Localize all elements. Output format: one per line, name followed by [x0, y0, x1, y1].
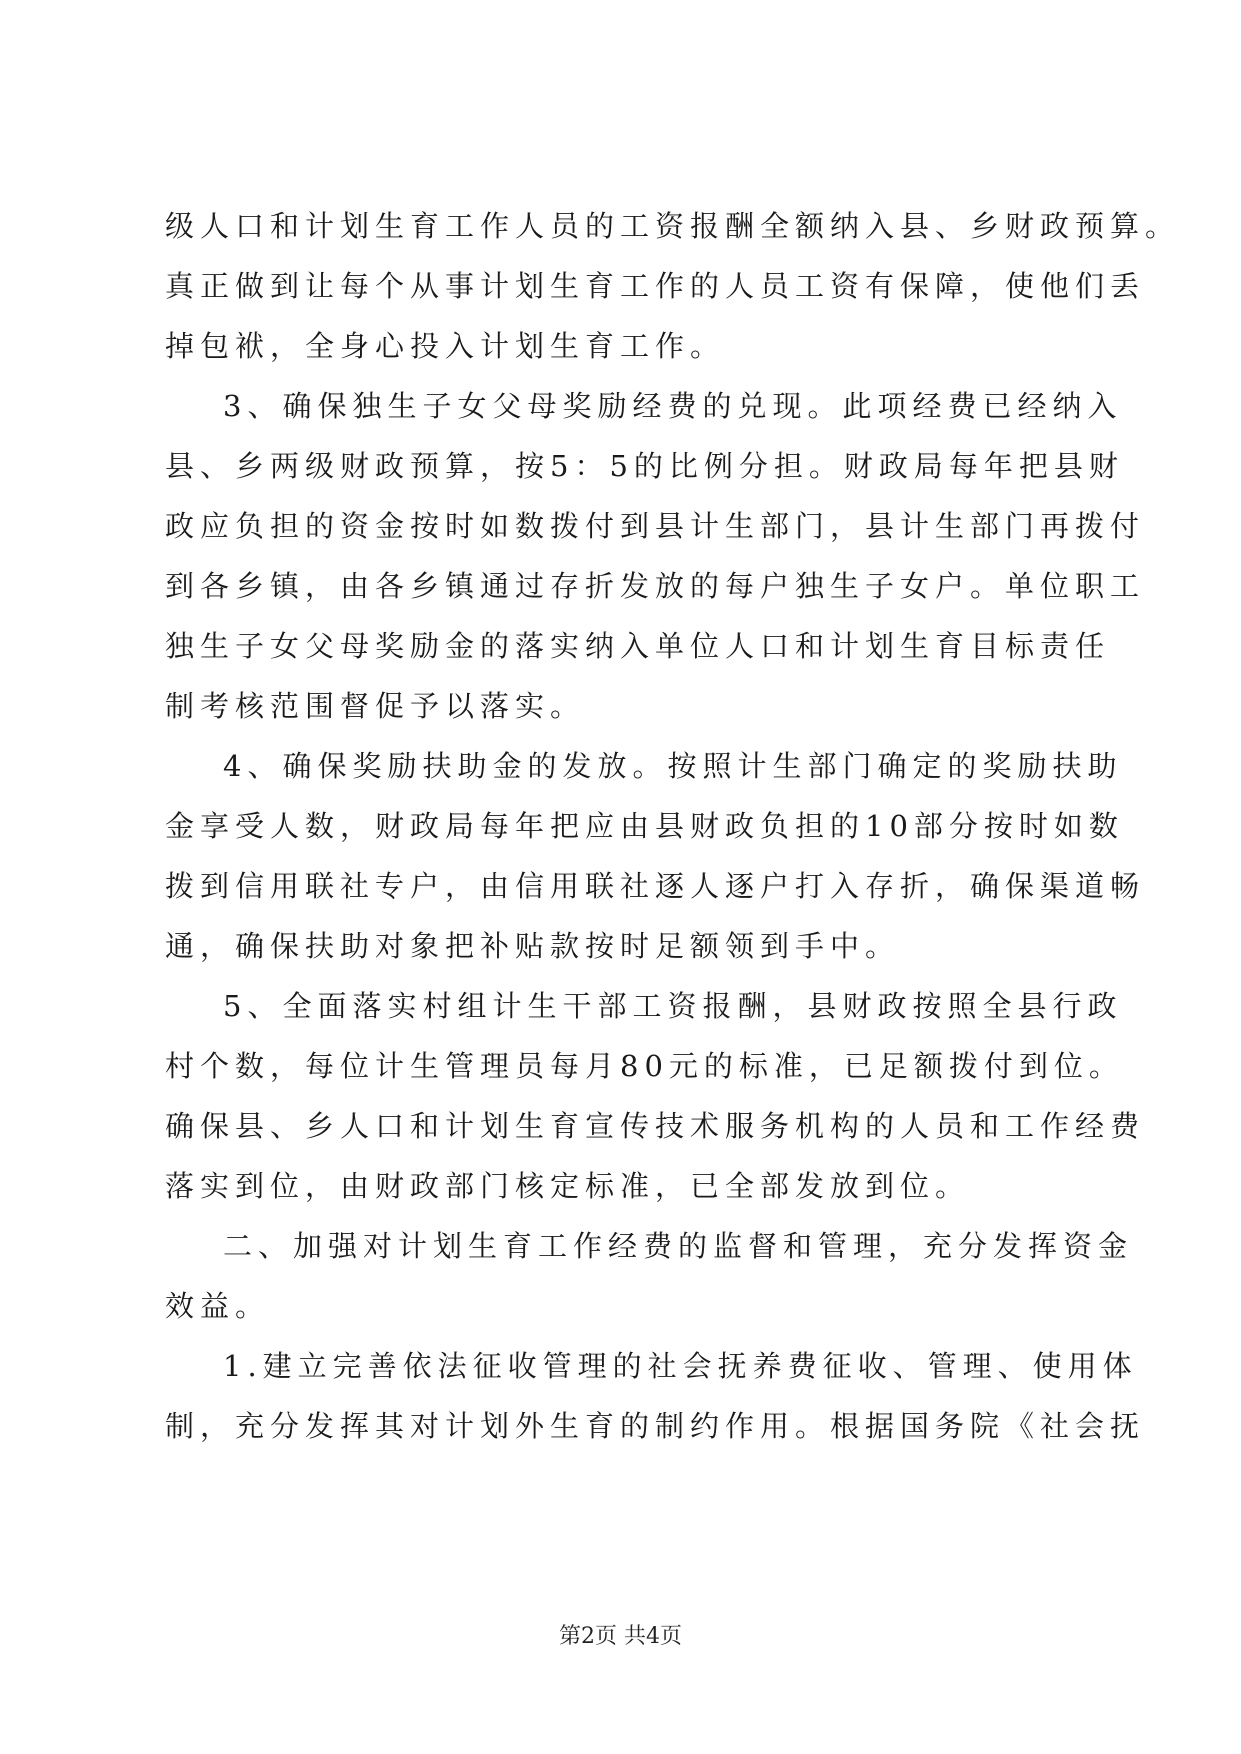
paragraph-first-line: 3、确保独生子女父母奖励经费的兑现。此项经费已经纳入 — [223, 389, 1123, 423]
text-line: 掉包袱，全身心投入计划生育工作。 — [165, 329, 726, 363]
paragraph-first-line: 4、确保奖励扶助金的发放。按照计生部门确定的奖励扶助 — [223, 749, 1123, 783]
text-line: 通，确保扶助对象把补贴款按时足额领到手中。 — [165, 929, 901, 963]
text-line: 拨到信用联社专户，由信用联社逐人逐户打入存折，确保渠道畅 — [165, 869, 1146, 903]
text-line: 制，充分发挥其对计划外生育的制约作用。根据国务院《社会抚 — [165, 1409, 1146, 1443]
text-line: 政应负担的资金按时如数拨付到县计生部门，县计生部门再拨付 — [165, 509, 1146, 543]
section-heading: 二、加强对计划生育工作经费的监督和管理，充分发挥资金 — [223, 1229, 1134, 1263]
text-line: 效益。 — [165, 1289, 271, 1323]
text-line: 级人口和计划生育工作人员的工资报酬全额纳入县、乡财政预算。 — [165, 209, 1181, 243]
text-line: 独生子女父母奖励金的落实纳入单位人口和计划生育目标责任 — [165, 629, 1111, 663]
text-line: 到各乡镇，由各乡镇通过存折发放的每户独生子女户。单位职工 — [165, 569, 1146, 603]
paragraph-first-line: 1.建立完善依法征收管理的社会抚养费征收、管理、使用体 — [223, 1349, 1138, 1383]
text-line: 落实到位，由财政部门核定标准，已全部发放到位。 — [165, 1169, 971, 1203]
page-number-footer: 第2页 共4页 — [559, 1624, 682, 1649]
text-line: 制考核范围督促予以落实。 — [165, 689, 586, 723]
text-line: 村个数，每位计生管理员每月80元的标准，已足额拨付到位。 — [165, 1049, 1124, 1083]
text-line: 县、乡两级财政预算，按5：5的比例分担。财政局每年把县财 — [165, 449, 1124, 483]
text-line: 确保县、乡人口和计划生育宣传技术服务机构的人员和工作经费 — [165, 1109, 1146, 1143]
text-line: 金享受人数，财政局每年把应由县财政负担的10部分按时如数 — [165, 809, 1124, 843]
paragraph-first-line: 5、全面落实村组计生干部工资报酬，县财政按照全县行政 — [223, 989, 1123, 1023]
text-line: 真正做到让每个从事计划生育工作的人员工资有保障，使他们丢 — [165, 269, 1146, 303]
